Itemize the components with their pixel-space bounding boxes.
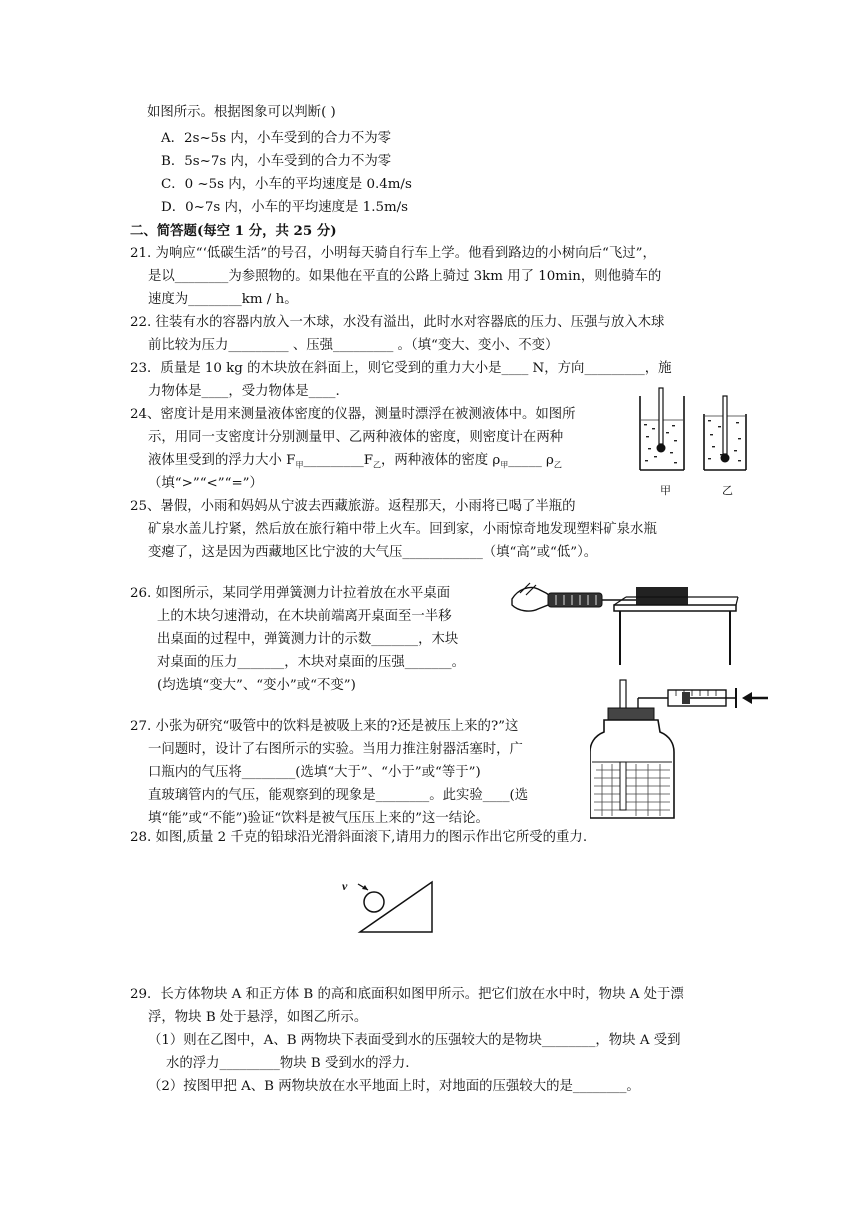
q26-line4: 对桌面的压力_______，木块对桌面的压强_______。 <box>157 655 465 670</box>
q29-line1: 29．长方体物块 A 和正方体 B 的高和底面积如图甲所示。把它们放在水中时，物块 A 处于漂 <box>130 987 684 1002</box>
q25-line2: 矿泉水盖儿拧紧，然后放在旅行箱中带上火车。回到家，小雨惊奇地发现塑料矿泉水瓶 <box>148 522 657 537</box>
fig-label-jia: 甲 <box>660 484 671 497</box>
q25-line1: 25、暑假，小雨和妈妈从宁波去西藏旅游。返程那天，小雨将已喝了半瓶的 <box>130 499 576 514</box>
q23-line1: 23．质量是 10 kg 的木块放在斜面上，则它受到的重力大小是____ N，方向_________，施 <box>130 361 672 376</box>
q27-line3: 口瓶内的气压将________(选填“大于”、“小于”或“等于”) <box>148 765 481 780</box>
q26-line3: 出桌面的过程中，弹簧测力计的示数_______，木块 <box>157 632 459 647</box>
q29-line2: 浮，物块 B 处于悬浮，如图乙所示。 <box>148 1010 368 1025</box>
q26-line2: 上的木块匀速滑动，在木块前端离开桌面至一半移 <box>157 609 452 624</box>
q28-line1: 28. 如图,质量 2 千克的铅球沿光滑斜面滚下,请用力的图示作出它所受的重力. <box>130 830 588 845</box>
q20-option-c: C．0 ~5s 内，小车的平均速度是 0.4m/s <box>161 177 412 192</box>
q26-line5: (均选填“变大”、“变小”或“不变”) <box>157 678 356 693</box>
q27-line2: 一问题时，设计了右图所示的实验。当用力推注射器活塞时，广 <box>148 742 523 757</box>
q25-line3: 变瘪了，这是因为西藏地区比宁波的大气压____________（填“高”或“低”）。 <box>148 545 598 560</box>
q29-line3: （1）则在乙图中，A、B 两物块下表面受到水的压强较大的是物块________，物块 A 受到 <box>148 1033 681 1048</box>
q24-line4: （填“>”“<”“=”） <box>148 476 263 491</box>
beaker-jia <box>640 388 684 470</box>
q20-option-d: D．0~7s 内，小车的平均速度是 1.5m/s <box>161 200 409 215</box>
q29-line5: （2）按图甲把 A、B 两物块放在水平地面上时，对地面的压强较大的是________。 <box>148 1079 640 1094</box>
velocity-label: v <box>342 879 348 893</box>
q20-option-b: B．5s~7s 内，小车受到的合力不为零 <box>161 154 392 169</box>
q24-line2: 示，用同一支密度计分别测量甲、乙两种液体的密度，则密度计在两种 <box>148 430 564 445</box>
q20-tail: 如图所示。根据图象可以判断( ) <box>147 105 336 120</box>
fig-label-yi: 乙 <box>722 484 733 497</box>
q29-line4: 水的浮力_________物块 B 受到水的浮力. <box>166 1056 410 1071</box>
q22-line1: 22. 往装有水的容器内放入一木球，水没有溢出，此时水对容器底的压力、压强与放入木球 <box>130 315 665 330</box>
q24-line1: 24、密度计是用来测量液体密度的仪器，测量时漂浮在被测液体中。如图所 <box>130 407 576 422</box>
q22-line2: 前比较为压力_________ 、压强_________ 。（填“变大、变小、不变） <box>148 338 559 353</box>
q27-line1: 27. 小张为研究“吸管中的饮料是被吸上来的?还是被压上来的?”这 <box>130 719 519 734</box>
q20-option-a: A．2s~5s 内，小车受到的合力不为零 <box>161 131 392 146</box>
q21-line1: 21. 为响应“‘低碳生活”的号召，小明每天骑自行车上学。他看到路边的小树向后“飞过”， <box>130 246 656 261</box>
incline-figure <box>334 868 436 936</box>
beaker-yi <box>704 396 746 470</box>
q26-line1: 26. 如图所示，某同学用弹簧测力计拉着放在水平桌面 <box>130 586 451 601</box>
q21-line3: 速度为________km / h。 <box>148 292 298 307</box>
q21-line2: 是以________为参照物的。如果他在平直的公路上骑过 3km 用了 10min，则他骑车的 <box>148 269 662 284</box>
q27-line5: 填“能”或“不能”)验证“饮料是被气压压上来的”这一结论。 <box>148 811 489 826</box>
q23-line2: 力物体是____，受力物体是____. <box>148 384 340 399</box>
spring-scale-figure <box>508 571 740 667</box>
bottle-syringe-figure <box>590 678 770 828</box>
q27-line4: 直玻璃管内的气压，能观察到的现象是________。此实验____(选 <box>148 788 529 803</box>
q24-line3: 液体里受到的浮力大小 $F_甲\_\_\_\_\_\_\_\_\_F_乙$，两种液体的密度 $\rho_甲\_\_\_\_\_$ $\rho_乙$ <box>148 453 562 470</box>
section-heading: 二、简答题(每空 1 分，共 25 分) <box>130 223 337 239</box>
